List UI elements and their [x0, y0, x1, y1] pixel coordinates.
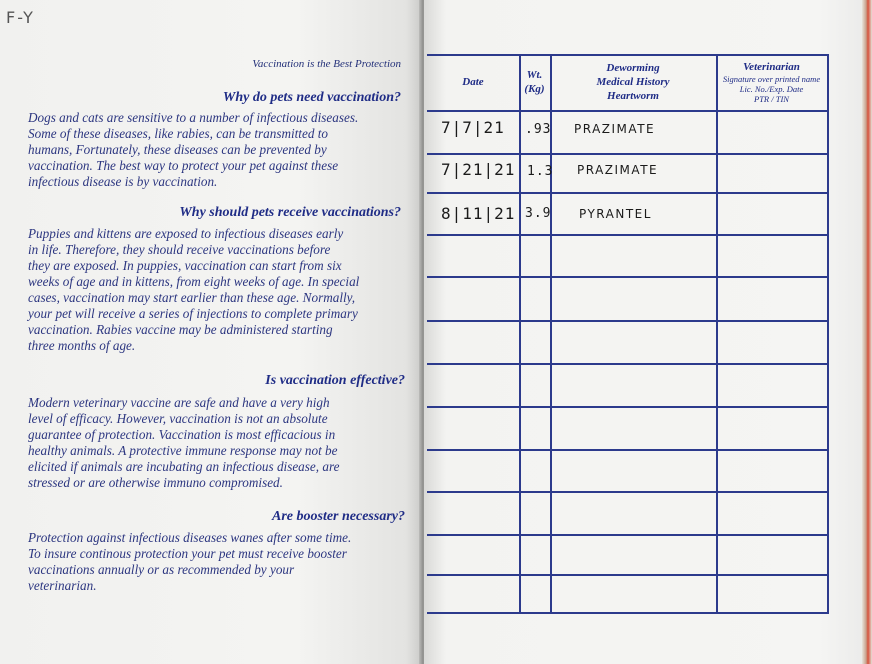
heading-booster: Are booster necessary?: [272, 509, 405, 524]
row-divider: [427, 234, 829, 236]
paragraph-booster: Protection against infectious diseases wanes after some time. To insure continous protection your pet must receive booster vaccinations annually or as recommended by your veterinarian.: [28, 530, 352, 593]
paragraph-why-receive: Puppies and kittens are exposed to infectious diseases early in life. Therefore, they should receive vaccinations before they are exposed. In puppies, vaccination can start from six weeks of age and in kittens, from eight weeks of age. In special cases, vaccination may start earlier than these age. Normally, your pet will receive a series of injections to complete primary vaccination. Rabies vaccine may be administered starting three months of age.: [28, 226, 360, 353]
row2-medication: PRAZIMATE: [577, 163, 659, 177]
paragraph-why-vaccinate: Dogs and cats are sensitive to a number of infectious diseases. Some of these diseases, like rabies, can be transmitted to humans, Fortunately, these diseases can be prevented by vaccination. The best way to protect your pet against these infectious disease is by vaccination.: [28, 110, 359, 189]
table-column-divider: [519, 54, 521, 612]
row3-date: 8|11|21: [441, 204, 516, 223]
row-divider: [427, 534, 829, 536]
row-divider: [427, 192, 829, 194]
row-divider: [427, 276, 829, 278]
row-divider: [427, 449, 829, 451]
heading-effective: Is vaccination effective?: [265, 373, 405, 388]
table-right-border: [827, 54, 829, 612]
row1-medication: PRAZIMATE: [574, 122, 656, 136]
row-divider: [427, 491, 829, 493]
deworming-record-table: [427, 54, 829, 614]
row-divider: [427, 153, 829, 155]
row2-weight: 1.3: [527, 164, 554, 179]
header-divider: [427, 110, 829, 112]
row1-date: 7|7|21: [441, 118, 505, 137]
row-divider: [427, 406, 829, 408]
header-date: Date: [462, 76, 484, 88]
left-page: [0, 0, 423, 664]
row-divider: [427, 574, 829, 576]
header-deworming: Deworming Medical History Heartworm: [596, 62, 670, 102]
row1-weight: .93: [525, 122, 552, 137]
row3-medication: PYRANTEL: [579, 207, 652, 221]
row-divider: [427, 363, 829, 365]
header-weight: Wt. (Kg): [524, 69, 545, 95]
row-divider: [427, 320, 829, 322]
heading-why-receive: Why should pets receive vaccinations?: [179, 205, 401, 220]
row2-date: 7|21|21: [441, 160, 516, 179]
header-veterinarian: Veterinarian Signature over printed name Lic. No./Exp. Date PTR / TIN: [722, 61, 821, 104]
page-edge: [862, 0, 872, 664]
corner-handwritten-note: F-Y: [6, 8, 35, 27]
table-column-divider: [550, 54, 552, 612]
table-column-divider: [716, 54, 718, 612]
page-header: Vaccination is the Best Protection: [252, 58, 401, 70]
row3-weight: 3.9: [525, 206, 552, 221]
heading-why-vaccinate: Why do pets need vaccination?: [222, 90, 401, 105]
table-bottom-border: [427, 612, 829, 614]
paragraph-effective: Modern veterinary vaccine are safe and have a very high level of efficacy. However, vaccination is not an absolute guarantee of protection. Vaccination is most efficacious in healthy animals. A protective immune response may not be elicited if animals are incubating an infectious disease, are stressed or are otherwise immuno compromised.: [28, 395, 340, 490]
